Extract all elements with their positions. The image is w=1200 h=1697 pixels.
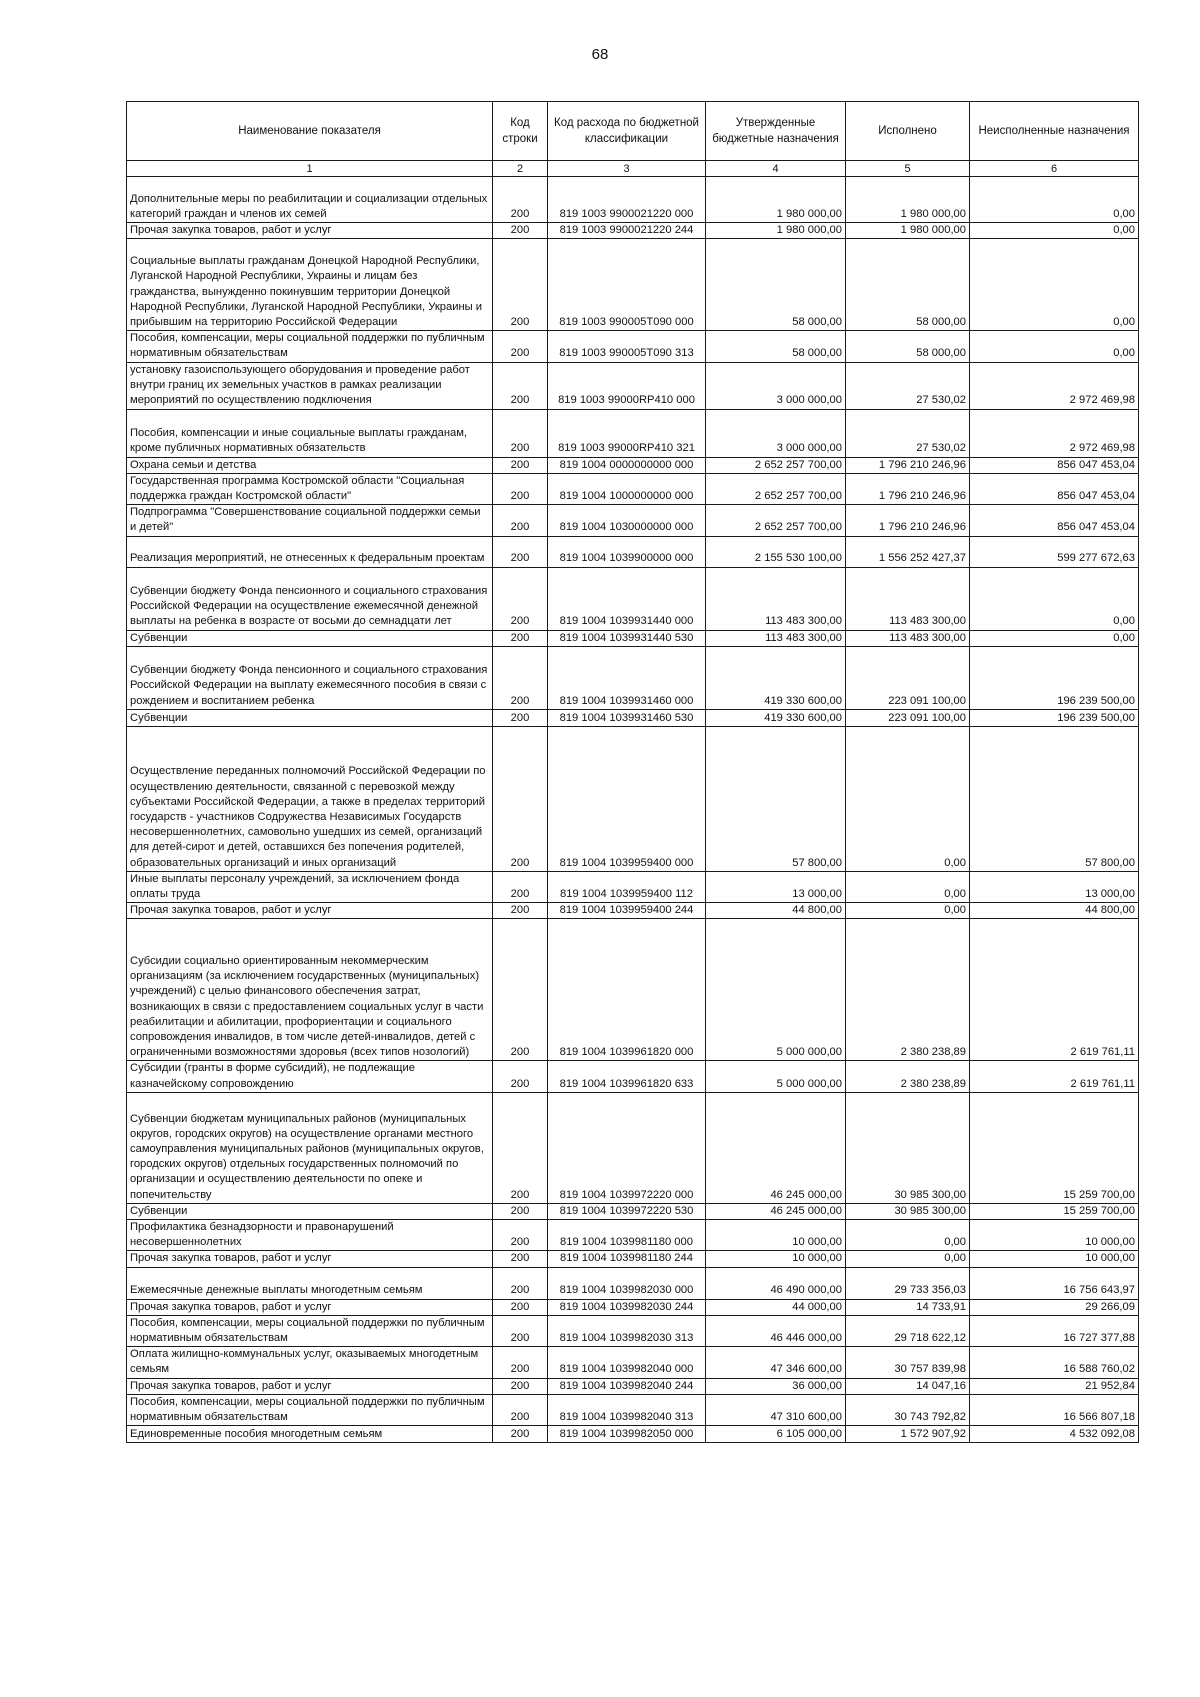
row-name: Пособия, компенсации, меры социальной поддержки по публичным нормативным обязательствам bbox=[127, 331, 493, 362]
row-name: Прочая закупка товаров, работ и услуг bbox=[127, 1251, 493, 1267]
row-name: Прочая закупка товаров, работ и услуг bbox=[127, 1378, 493, 1394]
row-name: Субвенции бюджету Фонда пенсионного и социального страхования Российской Федерации на выплату ежемесячного пособия в связи с рождением и воспитанием ребенка bbox=[127, 646, 493, 709]
table-row bbox=[127, 1251, 1139, 1267]
row-name: Осуществление переданных полномочий Российской Федерации по осуществлению деятельности, связанной с перевозкой между субъектами Российской Федерации, а также в пределах территорий государств - участников Содружества Независимых Государств несовершеннолетних, самовольно ушедших из семей, организаций для детей-сирот и детей, оставшихся без попечения родителей, образовательных организаций и иных организаций bbox=[127, 726, 493, 871]
row-executed: 2 380 238,89 bbox=[846, 919, 970, 1061]
row-unexecuted: 599 277 672,63 bbox=[970, 536, 1139, 567]
row-unexecuted: 16 566 807,18 bbox=[970, 1394, 1139, 1425]
row-unexecuted: 10 000,00 bbox=[970, 1220, 1139, 1251]
row-code: 200 bbox=[493, 1203, 548, 1219]
row-name: Пособия, компенсации, меры социальной поддержки по публичным нормативным обязательствам bbox=[127, 1315, 493, 1346]
row-unexecuted: 196 239 500,00 bbox=[970, 646, 1139, 709]
row-approved: 2 652 257 700,00 bbox=[706, 505, 846, 536]
column-number-row bbox=[127, 161, 1139, 177]
table-row bbox=[127, 1378, 1139, 1394]
row-unexecuted: 856 047 453,04 bbox=[970, 473, 1139, 504]
row-kbk: 819 1003 9900021220 000 bbox=[548, 177, 706, 223]
row-code: 200 bbox=[493, 1220, 548, 1251]
column-header: Код строки bbox=[493, 102, 548, 161]
row-code: 200 bbox=[493, 473, 548, 504]
row-unexecuted: 196 239 500,00 bbox=[970, 709, 1139, 726]
row-name: Подпрограмма "Совершенствование социальной поддержки семьи и детей" bbox=[127, 505, 493, 536]
row-executed: 14 047,16 bbox=[846, 1378, 970, 1394]
column-header: Утвержденные бюджетные назначения bbox=[706, 102, 846, 161]
row-code: 200 bbox=[493, 1251, 548, 1267]
row-code: 200 bbox=[493, 871, 548, 902]
row-kbk: 819 1004 1039982050 000 bbox=[548, 1426, 706, 1443]
row-executed: 0,00 bbox=[846, 726, 970, 871]
row-kbk: 819 1004 1039982040 000 bbox=[548, 1347, 706, 1378]
row-kbk: 819 1004 1039982030 313 bbox=[548, 1315, 706, 1346]
row-name: Субвенции бюджетам муниципальных районов (муниципальных округов, городских округов) на осуществление органами местного самоуправления муниципальных районов (муниципальных округов, городских округов) отдельных государственных полномочий по организации и осуществлению деятельности по опеке и попечительству bbox=[127, 1092, 493, 1203]
row-approved: 47 310 600,00 bbox=[706, 1394, 846, 1425]
row-code: 200 bbox=[493, 1061, 548, 1092]
row-kbk: 819 1003 990005Т090 000 bbox=[548, 239, 706, 331]
row-unexecuted: 0,00 bbox=[970, 239, 1139, 331]
row-approved: 419 330 600,00 bbox=[706, 646, 846, 709]
column-number: 3 bbox=[548, 161, 706, 177]
row-executed: 1 980 000,00 bbox=[846, 223, 970, 239]
row-unexecuted: 0,00 bbox=[970, 630, 1139, 646]
row-name: Субсидии социально ориентированным некоммерческим организациям (за исключением государственных (муниципальных) учреждений) с целью финансового обеспечения затрат, возникающих в связи с предоставлением социальных услуг в части реабилитации и абилитации, профориентации и социального сопровождения инвалидов, в том числе детей-инвалидов, детей с ограниченными возможностями здоровья (всех типов нозологий) bbox=[127, 919, 493, 1061]
row-name: Субвенции bbox=[127, 1203, 493, 1219]
row-code: 200 bbox=[493, 1426, 548, 1443]
row-approved: 6 105 000,00 bbox=[706, 1426, 846, 1443]
table-row bbox=[127, 1347, 1139, 1378]
row-unexecuted: 10 000,00 bbox=[970, 1251, 1139, 1267]
row-approved: 10 000,00 bbox=[706, 1251, 846, 1267]
row-name: Субвенции бюджету Фонда пенсионного и социального страхования Российской Федерации на осуществление ежемесячной денежной выплаты на ребенка в возрасте от восьми до семнадцати лет bbox=[127, 567, 493, 630]
row-name: Субвенции bbox=[127, 709, 493, 726]
row-approved: 5 000 000,00 bbox=[706, 1061, 846, 1092]
row-name: Дополнительные меры по реабилитации и социализации отдельных категорий граждан и членов их семей bbox=[127, 177, 493, 223]
table-row bbox=[127, 1426, 1139, 1443]
row-executed: 27 530,02 bbox=[846, 362, 970, 409]
row-name: установку газоиспользующего оборудования и проведение работ внутри границ их земельных участков в рамках реализации мероприятий по осуществлению подключения bbox=[127, 362, 493, 409]
row-unexecuted: 15 259 700,00 bbox=[970, 1092, 1139, 1203]
table-row bbox=[127, 331, 1139, 362]
row-kbk: 819 1004 1039959400 112 bbox=[548, 871, 706, 902]
row-approved: 3 000 000,00 bbox=[706, 409, 846, 457]
row-kbk: 819 1003 99000RP410 000 bbox=[548, 362, 706, 409]
table-row bbox=[127, 903, 1139, 919]
row-unexecuted: 44 800,00 bbox=[970, 903, 1139, 919]
row-approved: 57 800,00 bbox=[706, 726, 846, 871]
row-code: 200 bbox=[493, 1299, 548, 1315]
row-executed: 113 483 300,00 bbox=[846, 567, 970, 630]
row-code: 200 bbox=[493, 362, 548, 409]
row-unexecuted: 856 047 453,04 bbox=[970, 505, 1139, 536]
table-row bbox=[127, 1092, 1139, 1203]
row-code: 200 bbox=[493, 646, 548, 709]
row-approved: 113 483 300,00 bbox=[706, 630, 846, 646]
row-approved: 46 245 000,00 bbox=[706, 1203, 846, 1219]
row-code: 200 bbox=[493, 919, 548, 1061]
column-header: Неисполненные назначения bbox=[970, 102, 1139, 161]
row-kbk: 819 1004 1039900000 000 bbox=[548, 536, 706, 567]
column-header: Код расхода по бюджетной классификации bbox=[548, 102, 706, 161]
row-kbk: 819 1004 1000000000 000 bbox=[548, 473, 706, 504]
table-row bbox=[127, 871, 1139, 902]
row-approved: 1 980 000,00 bbox=[706, 177, 846, 223]
row-approved: 419 330 600,00 bbox=[706, 709, 846, 726]
row-kbk: 819 1003 99000RP410 321 bbox=[548, 409, 706, 457]
row-code: 200 bbox=[493, 536, 548, 567]
table-row bbox=[127, 473, 1139, 504]
row-code: 200 bbox=[493, 1267, 548, 1299]
row-unexecuted: 15 259 700,00 bbox=[970, 1203, 1139, 1219]
row-code: 200 bbox=[493, 567, 548, 630]
row-unexecuted: 0,00 bbox=[970, 177, 1139, 223]
table-row bbox=[127, 1220, 1139, 1251]
table-row bbox=[127, 1267, 1139, 1299]
column-number: 5 bbox=[846, 161, 970, 177]
column-number: 6 bbox=[970, 161, 1139, 177]
row-executed: 58 000,00 bbox=[846, 331, 970, 362]
row-approved: 58 000,00 bbox=[706, 331, 846, 362]
row-code: 200 bbox=[493, 1092, 548, 1203]
row-unexecuted: 0,00 bbox=[970, 223, 1139, 239]
row-executed: 1 556 252 427,37 bbox=[846, 536, 970, 567]
table-row bbox=[127, 362, 1139, 409]
row-approved: 46 245 000,00 bbox=[706, 1092, 846, 1203]
row-approved: 13 000,00 bbox=[706, 871, 846, 902]
row-kbk: 819 1004 1039961820 633 bbox=[548, 1061, 706, 1092]
row-code: 200 bbox=[493, 726, 548, 871]
row-code: 200 bbox=[493, 177, 548, 223]
row-unexecuted: 21 952,84 bbox=[970, 1378, 1139, 1394]
row-executed: 27 530,02 bbox=[846, 409, 970, 457]
row-approved: 1 980 000,00 bbox=[706, 223, 846, 239]
table-row bbox=[127, 1203, 1139, 1219]
row-name: Профилактика безнадзорности и правонарушений несовершеннолетних bbox=[127, 1220, 493, 1251]
row-unexecuted: 57 800,00 bbox=[970, 726, 1139, 871]
row-unexecuted: 29 266,09 bbox=[970, 1299, 1139, 1315]
row-approved: 47 346 600,00 bbox=[706, 1347, 846, 1378]
row-code: 200 bbox=[493, 903, 548, 919]
row-code: 200 bbox=[493, 409, 548, 457]
row-unexecuted: 2 972 469,98 bbox=[970, 409, 1139, 457]
row-kbk: 819 1004 1039972220 530 bbox=[548, 1203, 706, 1219]
row-approved: 3 000 000,00 bbox=[706, 362, 846, 409]
row-code: 200 bbox=[493, 709, 548, 726]
row-kbk: 819 1004 1039982040 313 bbox=[548, 1394, 706, 1425]
row-approved: 44 800,00 bbox=[706, 903, 846, 919]
row-kbk: 819 1004 1039959400 000 bbox=[548, 726, 706, 871]
row-executed: 223 091 100,00 bbox=[846, 646, 970, 709]
row-kbk: 819 1004 1039931440 530 bbox=[548, 630, 706, 646]
row-code: 200 bbox=[493, 1347, 548, 1378]
row-unexecuted: 16 588 760,02 bbox=[970, 1347, 1139, 1378]
row-kbk: 819 1004 1039981180 000 bbox=[548, 1220, 706, 1251]
row-executed: 30 757 839,98 bbox=[846, 1347, 970, 1378]
row-unexecuted: 856 047 453,04 bbox=[970, 457, 1139, 473]
row-unexecuted: 0,00 bbox=[970, 567, 1139, 630]
column-number: 1 bbox=[127, 161, 493, 177]
row-unexecuted: 2 972 469,98 bbox=[970, 362, 1139, 409]
row-name: Социальные выплаты гражданам Донецкой Народной Республики, Луганской Народной Республики, Украины и лицам без гражданства, вынужденно покинувшим территории Донецкой Народной Республики, Луганской Народной Республики, Украины и прибывшим на территорию Российской Федерации bbox=[127, 239, 493, 331]
row-approved: 5 000 000,00 bbox=[706, 919, 846, 1061]
row-name: Пособия, компенсации и иные социальные выплаты гражданам, кроме публичных нормативных обязательств bbox=[127, 409, 493, 457]
row-name: Прочая закупка товаров, работ и услуг bbox=[127, 903, 493, 919]
row-kbk: 819 1004 1039981180 244 bbox=[548, 1251, 706, 1267]
row-approved: 2 652 257 700,00 bbox=[706, 457, 846, 473]
row-approved: 36 000,00 bbox=[706, 1378, 846, 1394]
table-row bbox=[127, 1394, 1139, 1425]
table-row bbox=[127, 409, 1139, 457]
table-header-row bbox=[127, 102, 1139, 161]
row-name: Ежемесячные денежные выплаты многодетным семьям bbox=[127, 1267, 493, 1299]
row-unexecuted: 13 000,00 bbox=[970, 871, 1139, 902]
row-approved: 2 155 530 100,00 bbox=[706, 536, 846, 567]
row-code: 200 bbox=[493, 1378, 548, 1394]
row-kbk: 819 1004 1030000000 000 bbox=[548, 505, 706, 536]
table-row bbox=[127, 726, 1139, 871]
row-code: 200 bbox=[493, 239, 548, 331]
row-name: Прочая закупка товаров, работ и услуг bbox=[127, 1299, 493, 1315]
column-number: 2 bbox=[493, 161, 548, 177]
row-kbk: 819 1004 1039982040 244 bbox=[548, 1378, 706, 1394]
table-row bbox=[127, 239, 1139, 331]
row-unexecuted: 16 727 377,88 bbox=[970, 1315, 1139, 1346]
row-kbk: 819 1004 1039961820 000 bbox=[548, 919, 706, 1061]
row-name: Охрана семьи и детства bbox=[127, 457, 493, 473]
row-unexecuted: 0,00 bbox=[970, 331, 1139, 362]
row-kbk: 819 1004 1039959400 244 bbox=[548, 903, 706, 919]
row-executed: 1 796 210 246,96 bbox=[846, 457, 970, 473]
row-kbk: 819 1004 0000000000 000 bbox=[548, 457, 706, 473]
row-name: Субвенции bbox=[127, 630, 493, 646]
column-number: 4 bbox=[706, 161, 846, 177]
row-name: Реализация мероприятий, не отнесенных к федеральным проектам bbox=[127, 536, 493, 567]
row-approved: 58 000,00 bbox=[706, 239, 846, 331]
table-row bbox=[127, 709, 1139, 726]
row-executed: 1 796 210 246,96 bbox=[846, 505, 970, 536]
row-executed: 223 091 100,00 bbox=[846, 709, 970, 726]
budget-execution-table bbox=[126, 101, 1139, 1443]
row-approved: 2 652 257 700,00 bbox=[706, 473, 846, 504]
row-approved: 46 446 000,00 bbox=[706, 1315, 846, 1346]
row-executed: 0,00 bbox=[846, 903, 970, 919]
row-kbk: 819 1004 1039931440 000 bbox=[548, 567, 706, 630]
row-code: 200 bbox=[493, 1315, 548, 1346]
row-unexecuted: 4 532 092,08 bbox=[970, 1426, 1139, 1443]
row-name: Единовременные пособия многодетным семьям bbox=[127, 1426, 493, 1443]
row-executed: 1 980 000,00 bbox=[846, 177, 970, 223]
row-approved: 113 483 300,00 bbox=[706, 567, 846, 630]
row-executed: 0,00 bbox=[846, 1220, 970, 1251]
table-row bbox=[127, 567, 1139, 630]
row-kbk: 819 1004 1039931460 000 bbox=[548, 646, 706, 709]
table-row bbox=[127, 457, 1139, 473]
row-executed: 30 743 792,82 bbox=[846, 1394, 970, 1425]
row-kbk: 819 1003 990005Т090 313 bbox=[548, 331, 706, 362]
table-row bbox=[127, 223, 1139, 239]
table-row bbox=[127, 919, 1139, 1061]
row-code: 200 bbox=[493, 457, 548, 473]
page-number: 68 bbox=[591, 46, 609, 63]
row-executed: 0,00 bbox=[846, 871, 970, 902]
table-row bbox=[127, 1315, 1139, 1346]
row-executed: 29 733 356,03 bbox=[846, 1267, 970, 1299]
row-executed: 1 796 210 246,96 bbox=[846, 473, 970, 504]
row-executed: 2 380 238,89 bbox=[846, 1061, 970, 1092]
row-executed: 30 985 300,00 bbox=[846, 1092, 970, 1203]
table-body bbox=[127, 177, 1139, 1443]
table-row bbox=[127, 1061, 1139, 1092]
table-row bbox=[127, 505, 1139, 536]
row-unexecuted: 2 619 761,11 bbox=[970, 919, 1139, 1061]
row-executed: 30 985 300,00 bbox=[846, 1203, 970, 1219]
table-row bbox=[127, 1299, 1139, 1315]
row-executed: 1 572 907,92 bbox=[846, 1426, 970, 1443]
table-row bbox=[127, 630, 1139, 646]
row-code: 200 bbox=[493, 505, 548, 536]
table-row bbox=[127, 177, 1139, 223]
row-name: Субсидии (гранты в форме субсидий), не подлежащие казначейскому сопровождению bbox=[127, 1061, 493, 1092]
row-code: 200 bbox=[493, 223, 548, 239]
row-executed: 29 718 622,12 bbox=[846, 1315, 970, 1346]
row-kbk: 819 1004 1039972220 000 bbox=[548, 1092, 706, 1203]
row-approved: 46 490 000,00 bbox=[706, 1267, 846, 1299]
row-executed: 58 000,00 bbox=[846, 239, 970, 331]
row-executed: 113 483 300,00 bbox=[846, 630, 970, 646]
row-name: Прочая закупка товаров, работ и услуг bbox=[127, 223, 493, 239]
table-row bbox=[127, 536, 1139, 567]
row-executed: 0,00 bbox=[846, 1251, 970, 1267]
row-kbk: 819 1004 1039931460 530 bbox=[548, 709, 706, 726]
row-approved: 10 000,00 bbox=[706, 1220, 846, 1251]
row-kbk: 819 1003 9900021220 244 bbox=[548, 223, 706, 239]
row-approved: 44 000,00 bbox=[706, 1299, 846, 1315]
row-unexecuted: 16 756 643,97 bbox=[970, 1267, 1139, 1299]
row-executed: 14 733,91 bbox=[846, 1299, 970, 1315]
row-kbk: 819 1004 1039982030 000 bbox=[548, 1267, 706, 1299]
row-name: Государственная программа Костромской области "Социальная поддержка граждан Костромской области" bbox=[127, 473, 493, 504]
row-code: 200 bbox=[493, 630, 548, 646]
row-code: 200 bbox=[493, 1394, 548, 1425]
column-header: Исполнено bbox=[846, 102, 970, 161]
column-header: Наименование показателя bbox=[127, 102, 493, 161]
row-name: Пособия, компенсации, меры социальной поддержки по публичным нормативным обязательствам bbox=[127, 1394, 493, 1425]
table-row bbox=[127, 646, 1139, 709]
row-code: 200 bbox=[493, 331, 548, 362]
row-name: Иные выплаты персоналу учреждений, за исключением фонда оплаты труда bbox=[127, 871, 493, 902]
row-kbk: 819 1004 1039982030 244 bbox=[548, 1299, 706, 1315]
row-name: Оплата жилищно-коммунальных услуг, оказываемых многодетным семьям bbox=[127, 1347, 493, 1378]
row-unexecuted: 2 619 761,11 bbox=[970, 1061, 1139, 1092]
